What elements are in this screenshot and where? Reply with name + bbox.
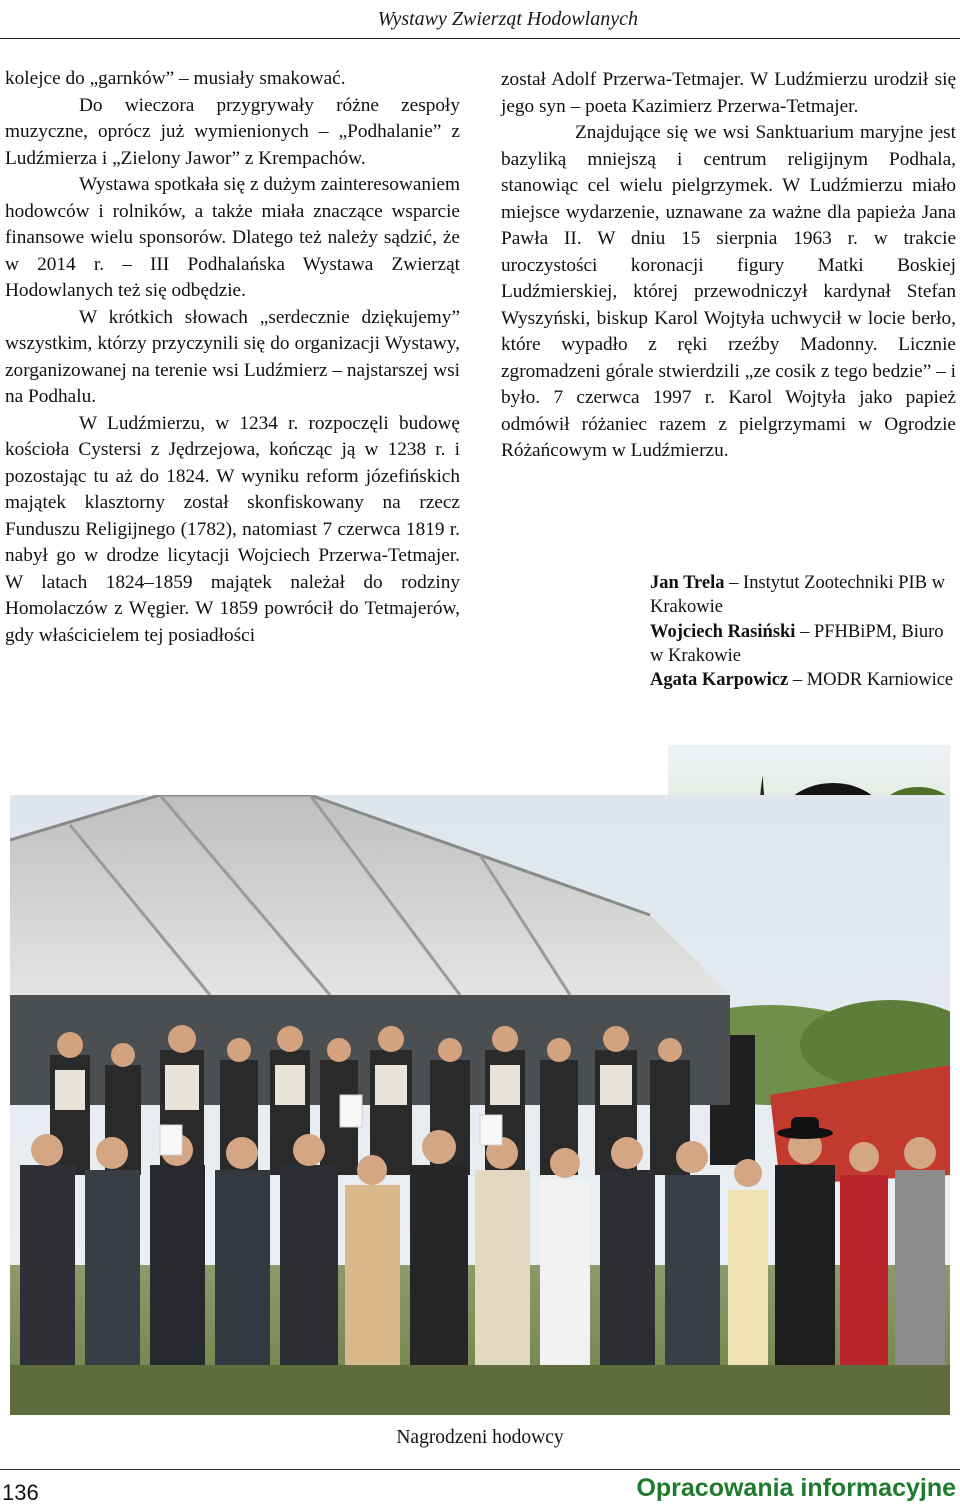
right-text-column — [501, 67, 956, 465]
paragraph: kolejce do „garnków” – musiały smakować. — [5, 68, 346, 89]
group-photo — [10, 795, 950, 1415]
paragraph: został Adolf Przerwa-Tetmajer. W Ludźmierzu urodził się jego syn – poeta Kazimierz Przerwa-Tetmajer. — [501, 69, 956, 117]
author-name: Wojciech Rasiński — [650, 621, 796, 642]
author-entry — [650, 620, 956, 669]
author-affiliation: – PFHBiPM, Biuro w Krakowie — [650, 621, 944, 666]
paragraph: Do wieczora przygrywały różne zespoły muzyczne, oprócz już wymienionych – „Podhalanie” z Ludźmierza i „Zielony Jawor” z Krempachów. — [5, 94, 460, 169]
author-name: Jan Trela — [650, 573, 725, 593]
paragraph: W krótkich słowach „serdecznie dziękujemy” wszystkim, którzy przyczynili się do organizacji Wystawy, zorganizowanej na terenie wsi Ludźmierz – najstarszej wsi na Podhalu. — [5, 306, 460, 407]
left-text-column — [5, 66, 460, 649]
author-name: Agata Karpowicz — [650, 670, 789, 691]
paragraph: Znajdujące się we wsi Sanktuarium maryjne jest bazyliką mniejszą i centrum religijnym Podhala, stanowiąc cel wielu pielgrzymek. W Ludźmierzu miało miejsce wydarzenie, uznawane za ważne dla papieża Jana Pawła II. W dniu 15 sierpnia 1963 r. w trakcie uroczystości koronacji figury Matki Boskiej Ludźmierskiej, której przewodniczył kardynał Stefan Wyszyński, biskup Karol Wojtyła uchwycił w locie berło, które wypadło z ręki rzeźby Madonny. Licznie zgromadzeni górale stwierdzili „ze cosik z tego bedzie” – i było. 7 czerwca 1997 r. Karol Wojtyła jako papież odmówił różaniec razem z pielgrzymami w Ogrodzie Różańcowym w Ludźmierzu. — [501, 122, 956, 461]
author-entry — [650, 571, 956, 620]
header-divider — [0, 38, 960, 39]
footer-divider — [0, 1469, 960, 1470]
footer-title: Opracowania informacyjne — [636, 1474, 956, 1502]
running-header-title: Wystawy Zwierząt Hodowlanych — [377, 8, 638, 30]
author-affiliation: – Instytut Zootechniki PIB w Krakowie — [650, 573, 945, 618]
author-affiliation: – MODR Karniowice — [788, 670, 954, 691]
authors-block — [650, 571, 956, 692]
photo-caption: Nagrodzeni hodowcy — [396, 1427, 564, 1448]
page-number: 136 — [2, 1480, 39, 1505]
author-entry — [650, 668, 956, 692]
group-photo-image — [10, 795, 950, 1415]
paragraph: Wystawa spotkała się z dużym zainteresowaniem hodowców i rolników, a także miała znaczące wsparcie finansowe wielu sponsorów. Dlatego też należy sądzić, że w 2014 r. – III Podhalańska Wystawa Zwierząt Hodowlanych też się odbędzie. — [5, 174, 460, 301]
paragraph: W Ludźmierzu, w 1234 r. rozpoczęli budowę kościoła Cystersi z Jędrzejowa, kończąc ją w 1238 r. i pozostając tu aż do 1824. W wyniku reform józefińskich majątek klasztorny został skonfiskowany na rzecz Funduszu Religijnego (1782), natomiast 7 czerwca 1819 r. nabył go w drodze licytacji Wojciech Przerwa-Tetmajer. W latach 1824–1859 majątek należał do rodziny Homolaczów z Węgier. W 1859 powrócił do Tetmajerów, gdy właścicielem tej posiadłości — [5, 412, 460, 646]
